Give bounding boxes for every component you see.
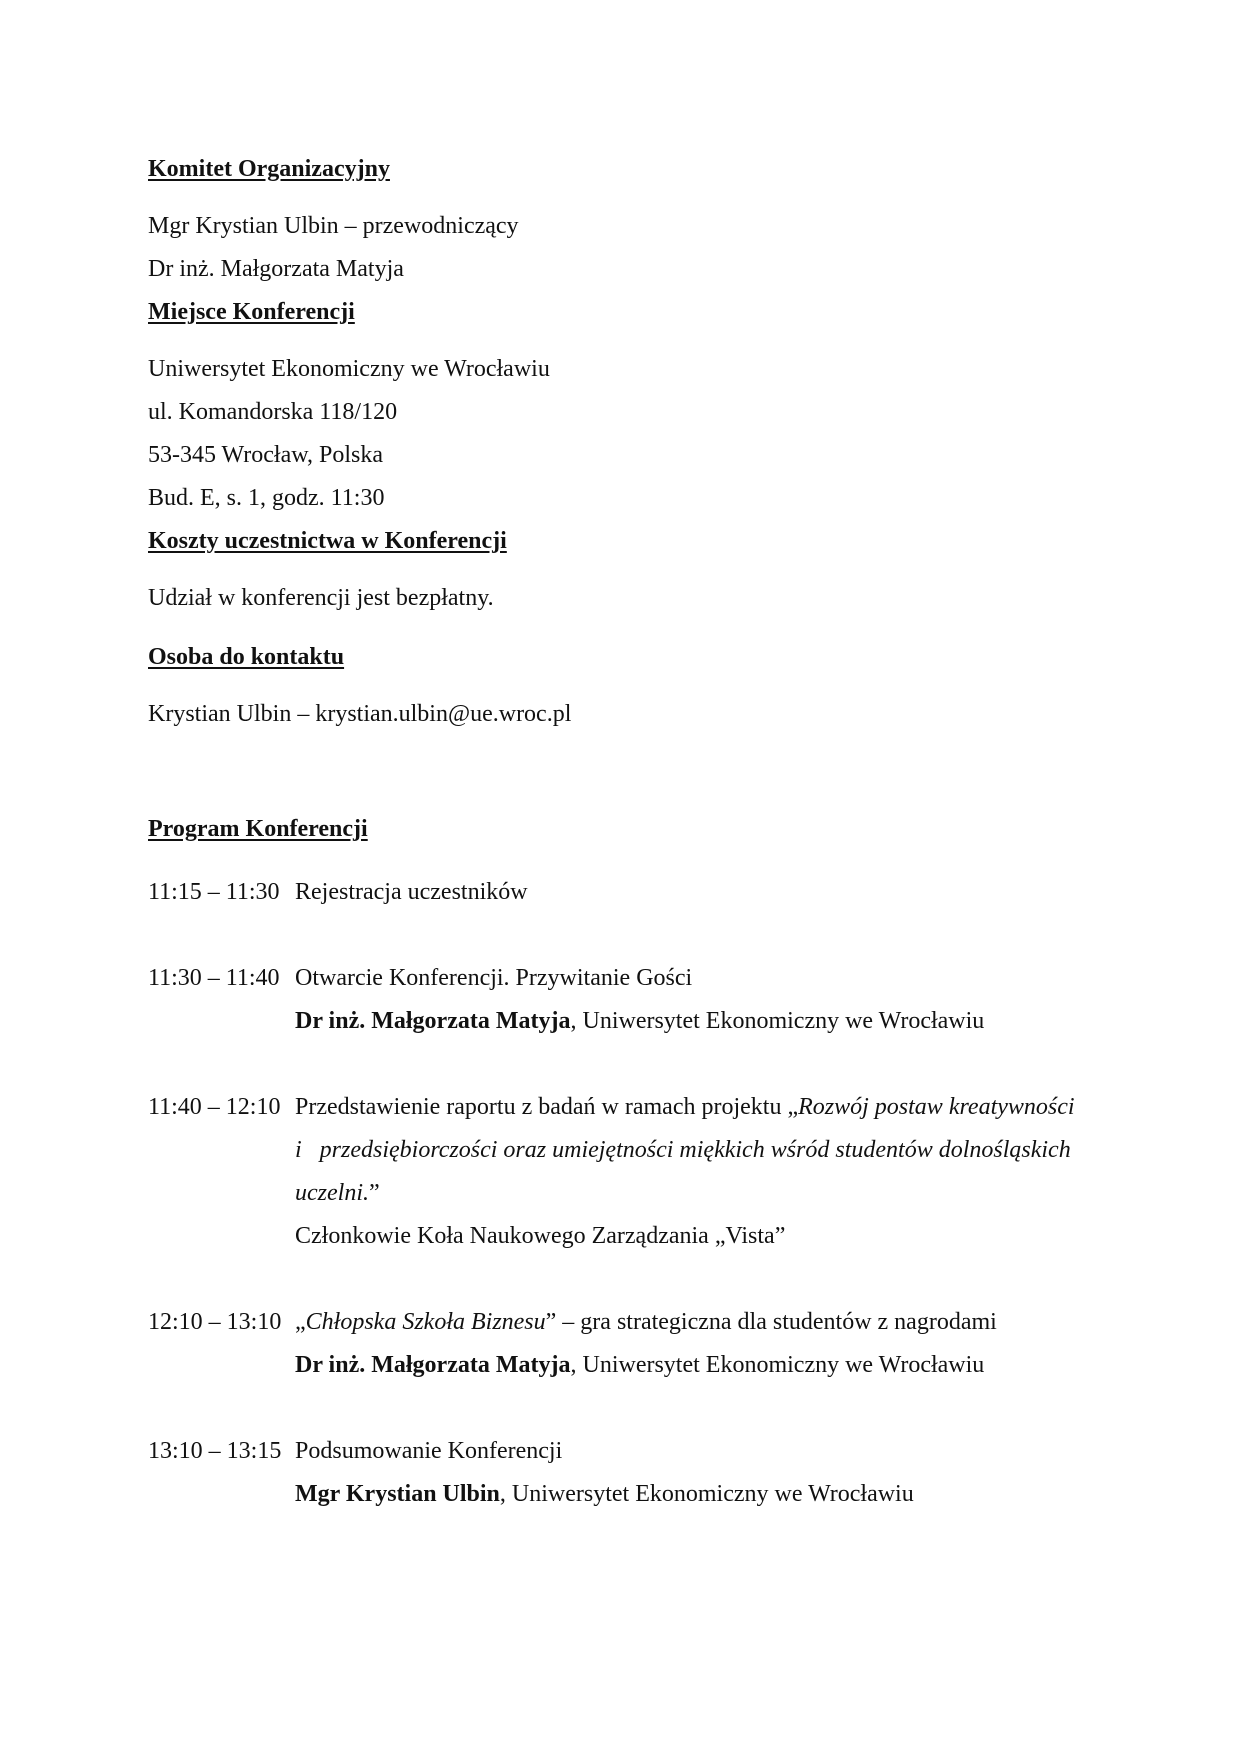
program-heading: Program Konferencji	[148, 816, 368, 842]
speaker-affiliation: , Uniwersytet Ekonomiczny we Wrocławiu	[570, 1352, 985, 1378]
speaker-affiliation: , Uniwersytet Ekonomiczny we Wrocławiu	[570, 1008, 985, 1034]
program-title-open: „	[295, 1309, 306, 1335]
program-title-rest: ” – gra strategiczna dla studentów z nagrodami	[545, 1309, 997, 1335]
speaker-name: Dr inż. Małgorzata Matyja	[295, 1008, 571, 1034]
program-time: 13:10 – 13:15	[148, 1438, 282, 1464]
committee-heading: Komitet Organizacyjny	[148, 156, 390, 182]
venue-line: Uniwersytet Ekonomiczny we Wrocławiu	[148, 356, 550, 382]
venue-heading: Miejsce Konferencji	[148, 299, 355, 325]
committee-member: Mgr Krystian Ulbin – przewodniczący	[148, 213, 519, 239]
venue-line: Bud. E, s. 1, godz. 11:30	[148, 485, 385, 511]
program-speaker	[295, 1000, 1128, 1043]
program-title: Otwarcie Konferencji. Przywitanie Gości	[295, 965, 693, 991]
document-content	[148, 148, 1128, 1516]
program-time: 12:10 – 13:10	[148, 1309, 282, 1335]
program-time: 11:15 – 11:30	[148, 879, 280, 905]
contact-text: Krystian Ulbin – krystian.ulbin@ue.wroc.pl	[148, 701, 572, 727]
program-title-italic: uczelni.	[295, 1180, 369, 1206]
speaker-name: Mgr Krystian Ulbin	[295, 1481, 500, 1507]
speaker-affiliation: , Uniwersytet Ekonomiczny we Wrocławiu	[499, 1481, 914, 1507]
program-title-italic: i przedsiębiorczości oraz umiejętności miękkich wśród studentów dolnośląskich	[295, 1137, 1071, 1163]
program-title: Podsumowanie Konferencji	[295, 1438, 563, 1464]
program-title-italic: Chłopska Szkoła Biznesu	[305, 1309, 546, 1335]
program-title-italic: Rozwój postaw kreatywności	[798, 1094, 1075, 1120]
program-body	[295, 1086, 1128, 1258]
program-title-prefix: Przedstawienie raportu z badań w ramach projektu „	[295, 1094, 799, 1120]
program-body	[295, 1301, 1128, 1387]
program-title-suffix: ”	[368, 1180, 380, 1206]
costs-text: Udział w konferencji jest bezpłatny.	[148, 585, 494, 611]
speaker-name: Dr inż. Małgorzata Matyja	[295, 1352, 571, 1378]
program-presenters: Członkowie Koła Naukowego Zarządzania „Vista”	[295, 1223, 786, 1249]
committee-member: Dr inż. Małgorzata Matyja	[148, 256, 404, 282]
program-time: 11:40 – 12:10	[148, 1094, 281, 1120]
costs-heading: Koszty uczestnictwa w Konferencji	[148, 528, 507, 554]
program-body	[295, 1430, 1128, 1516]
program-speaker	[295, 1344, 1128, 1387]
program-item	[148, 957, 1128, 1043]
venue-line: ul. Komandorska 118/120	[148, 399, 398, 425]
program-time: 11:30 – 11:40	[148, 965, 280, 991]
program-item	[148, 1086, 1128, 1258]
program-title	[295, 1086, 1128, 1129]
program-body	[295, 871, 1128, 914]
program-title	[295, 1301, 1128, 1344]
program-title-end	[295, 1172, 1128, 1215]
program-title: Rejestracja uczestników	[295, 879, 528, 905]
contact-heading: Osoba do kontaktu	[148, 644, 345, 670]
program-body	[295, 957, 1128, 1043]
program-item	[148, 1301, 1128, 1387]
program-speaker	[295, 1473, 1128, 1516]
program-item	[148, 1430, 1128, 1516]
venue-line: 53-345 Wrocław, Polska	[148, 442, 383, 468]
program-item	[148, 871, 1128, 914]
